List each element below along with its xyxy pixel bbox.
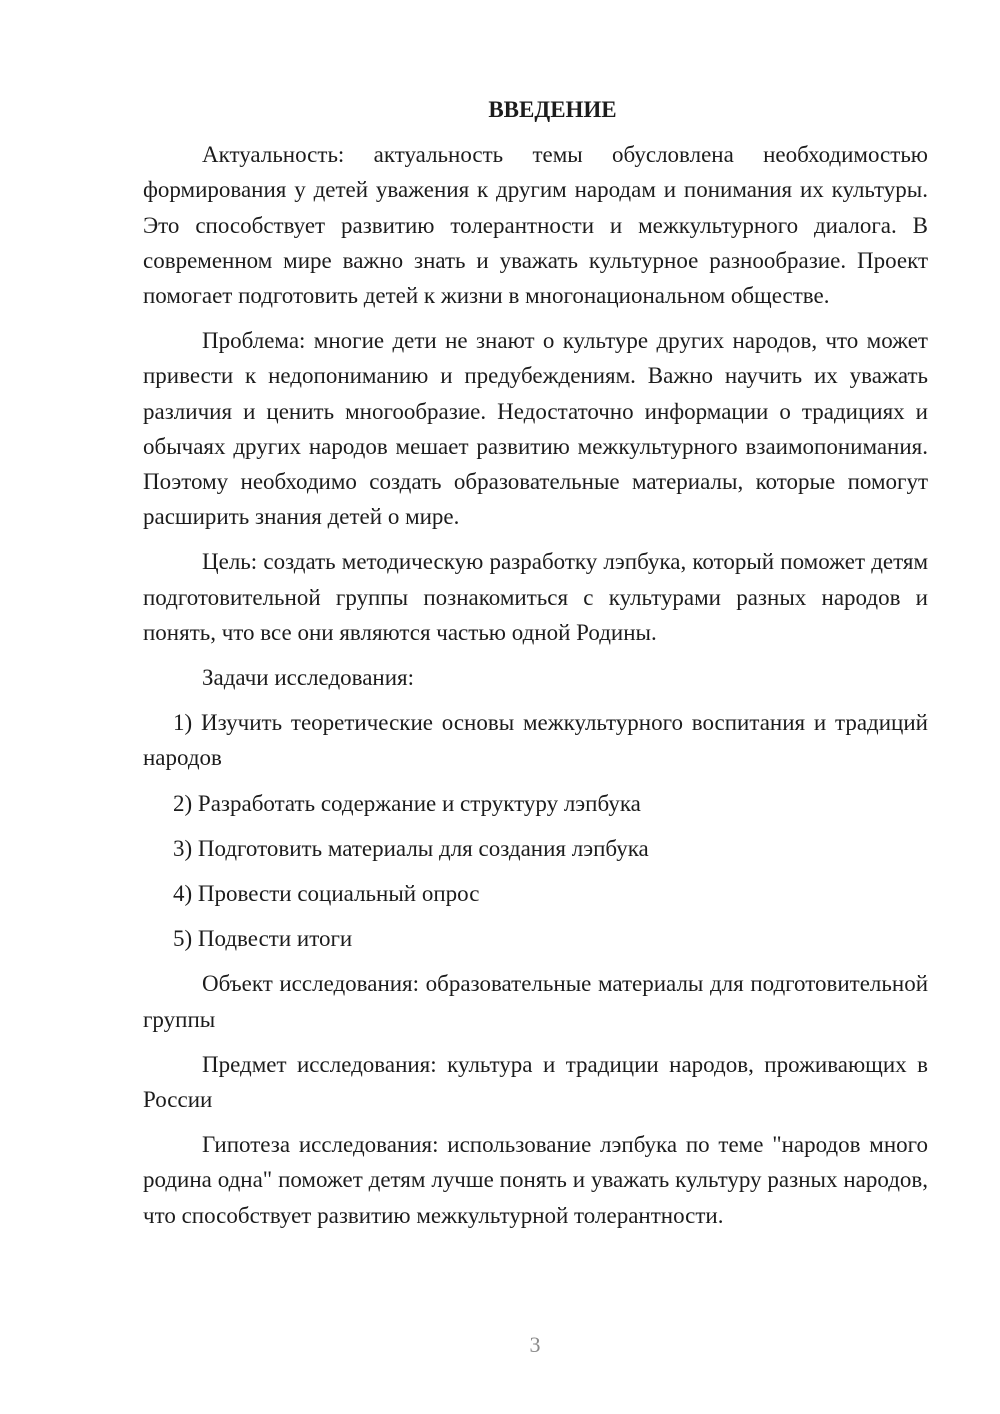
page-number: 3 [529, 1332, 541, 1357]
task-item: 5) Подвести итоги [173, 926, 353, 952]
task-item: 2) Разработать содержание и структуру лэпбука [173, 790, 641, 816]
object-paragraph: Объект исследования: образовательные материалы для подготовительной группы [143, 971, 928, 1032]
task-item: 1) Изучить теоретические основы межкультурного воспитания и традиций народов [143, 710, 928, 771]
relevance-paragraph: Актуальность: актуальность темы обусловлена необходимостью формирования у детей уважения к другим народам и понимания их культуры. Это способствует развитию толерантности и межкультурного диалога. В современном мире важно знать и уважать культурное разнообразие. Проект помогает подготовить детей к жизни в многонациональном обществе. [143, 142, 928, 309]
tasks-title: Задачи исследования: [202, 665, 415, 691]
page-body [143, 92, 928, 1243]
subject-paragraph: Предмет исследования: культура и традиции народов, проживающих в России [143, 1051, 928, 1113]
task-item: 3) Подготовить материалы для создания лэпбука [173, 835, 649, 861]
problem-paragraph: Проблема: многие дети не знают о культуре других народов, что может привести к недопониманию и предубеждениям. Важно научить их уважать различия и ценить многообразие. Недостаточно информации о традициях и обычаях других народов мешает развитию межкультурного взаимопонимания. Поэтому необходимо создать образовательные материалы, которые помогут расширить знания детей о мире. [143, 328, 928, 530]
section-heading: ВВЕДЕНИЕ [488, 97, 617, 122]
tasks-list [143, 705, 928, 956]
goal-paragraph: Цель: создать методическую разработку лэпбука, который поможет детям подготовительной группы познакомиться с культурами разных народов и понять, что все они являются частью одной Родины. [143, 549, 928, 645]
task-item: 4) Провести социальный опрос [173, 881, 480, 907]
hypothesis-paragraph: Гипотеза исследования: использование лэпбука по теме "народов много родина одна" поможет детям лучше понять и уважать культуру разных народов, что способствует развитию межкультурной толерантности. [143, 1132, 928, 1228]
